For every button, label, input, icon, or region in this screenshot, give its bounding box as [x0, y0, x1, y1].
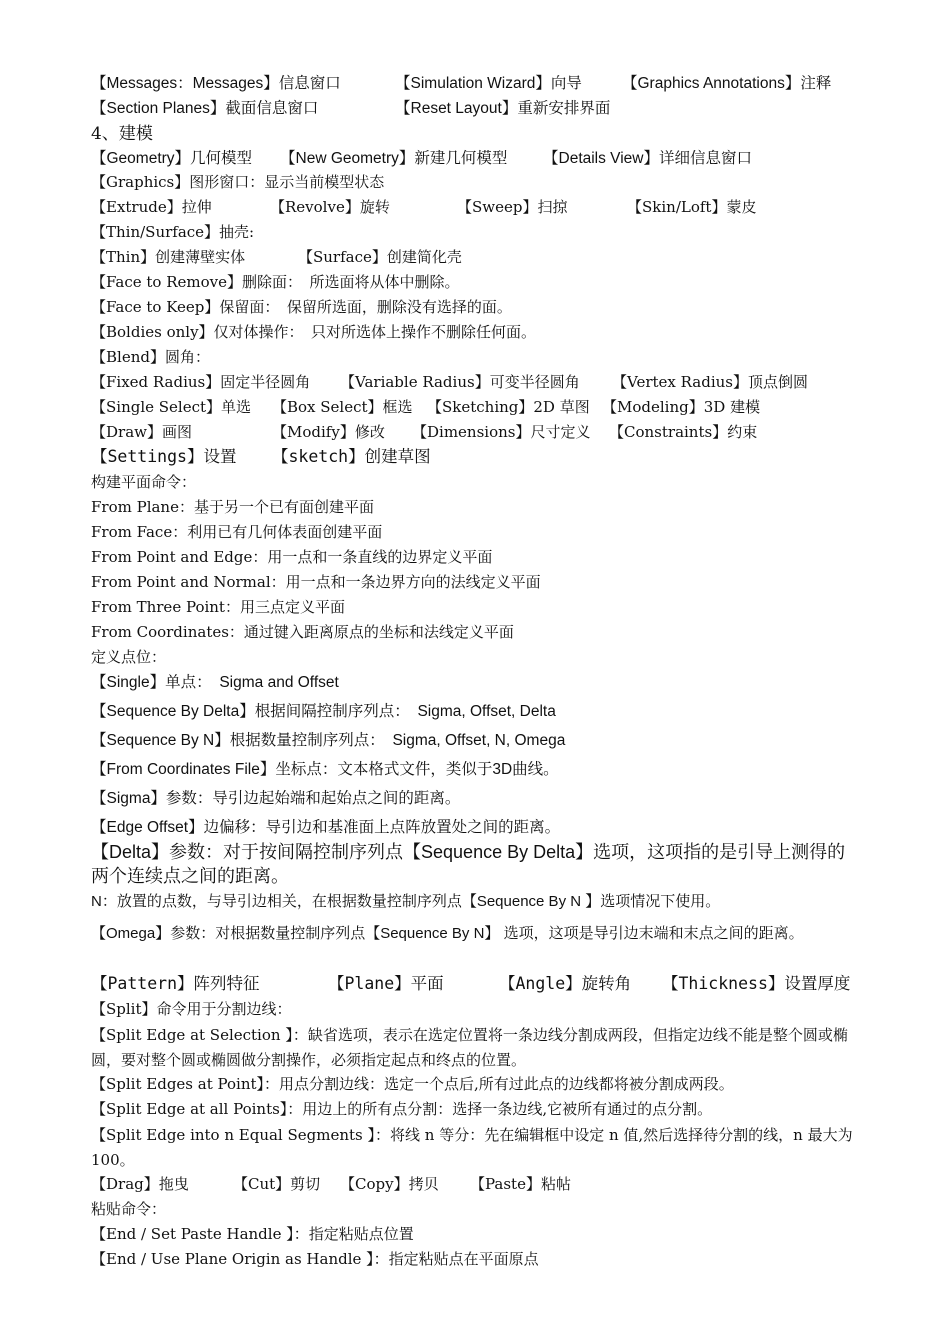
doc-text-line: 【Thickness】设置厚度: [662, 974, 851, 993]
doc-text-line: 【Split Edges at Point】：用点分割边线：选定一个点后,所有过此点的边线都将被分割成两段。: [91, 1075, 734, 1093]
omega-parameter-paragraph: 【Omega】参数：对根据数量控制序列点【Sequence By N】 选项，这项是导引边末端和末点之间的距离。: [91, 925, 804, 942]
doc-text-line: 【Paste】粘帖: [470, 1175, 571, 1193]
split-equal-segments-paragraph: 【Split Edge into n Equal Segments 】：将线 n 等分：先在编辑框中设定 n 值,然后选择待分割的线，n 最大为 100。: [91, 1126, 853, 1169]
doc-text-line: 【Single】单点： Sigma and Offset: [91, 674, 339, 691]
doc-text-line: 【Dimensions】尺寸定义: [412, 423, 591, 441]
doc-text-line: 【Details View】详细信息窗口: [543, 150, 753, 167]
doc-text-line: 【Box Select】框选: [272, 398, 413, 416]
doc-text-line: 【Face to Keep】保留面： 保留所选面，删除没有选择的面。: [91, 298, 512, 316]
doc-text-line: 【New Geometry】新建几何模型: [280, 150, 508, 167]
doc-text-line: 【Angle】旋转角: [499, 974, 632, 993]
doc-text-line: 【Split Edge at all Points】：用边上的所有点分割：选择一条边线,它被所有通过的点分割。: [91, 1100, 713, 1118]
doc-text-line: 【End / Use Plane Origin as Handle 】：指定粘贴点在平面原点: [91, 1250, 539, 1268]
doc-text-line: 【Geometry】几何模型: [91, 150, 253, 167]
doc-text-line: 【Sweep】扫掠: [457, 198, 568, 216]
doc-text-line: 【Sequence By N】根据数量控制序列点： Sigma, Offset, N, Omega: [91, 732, 566, 749]
doc-text-line: 4、建模: [91, 124, 153, 144]
doc-text-line: 【Edge Offset】边偏移：导引边和基准面上点阵放置处之间的距离。: [91, 819, 561, 836]
doc-text-line: 【Thin/Surface】抽壳:: [91, 223, 255, 241]
doc-text-line: From Face：利用已有几何体表面创建平面: [91, 523, 383, 541]
doc-text-line: 【Boldies only】仅对体操作： 只对所选体上操作不删除任何面。: [91, 323, 537, 341]
doc-text-line: 【Graphics】图形窗口：显示当前模型状态: [91, 173, 385, 191]
n-parameter-paragraph: N：放置的点数，与导引边相关，在根据数量控制序列点【Sequence By N 】选项情况下使用。: [91, 893, 721, 910]
doc-text-line: 【From Coordinates File】坐标点：文本格式文件，类似于3D曲线。: [91, 761, 559, 778]
doc-text-line: From Plane：基于另一个已有面创建平面: [91, 498, 374, 516]
doc-text-line: 【Skin/Loft】蒙皮: [627, 198, 757, 216]
doc-text-line: 【Messages：Messages】信息窗口: [91, 75, 341, 92]
doc-text-line: From Three Point：用三点定义平面: [91, 598, 345, 616]
doc-text-line: 【Split】命令用于分割边线：: [91, 1000, 292, 1018]
doc-text-line: 【Graphics Annotations】注释: [622, 75, 832, 92]
doc-text-line: 【Reset Layout】重新安排界面: [395, 100, 611, 117]
doc-text-line: 【Variable Radius】可变半径圆角: [340, 373, 580, 391]
doc-text-line: 【Draw】画图: [91, 423, 192, 441]
doc-text-line: 【Sketching】2D 草图: [427, 398, 590, 416]
doc-text-line: 【Single Select】单选: [91, 398, 252, 416]
doc-text-line: 【Section Planes】截面信息窗口: [91, 100, 319, 117]
doc-text-line: From Coordinates：通过键入距离原点的坐标和法线定义平面: [91, 623, 514, 641]
doc-text-line: 【Extrude】拉伸: [91, 198, 212, 216]
doc-text-line: 【Cut】剪切: [233, 1175, 321, 1193]
doc-text-line: 【Modify】修改: [272, 423, 385, 441]
doc-text-line: 构建平面命令：: [91, 473, 197, 491]
delta-parameter-paragraph: 【Delta】参数：对于按间隔控制序列点【Sequence By Delta】选项，这项指的是引导上测得的两个连续点之间的距离。: [91, 842, 846, 886]
doc-text-line: 【Plane】平面: [328, 974, 444, 993]
doc-text-line: From Point and Normal：用一点和一条边界方向的法线定义平面: [91, 573, 541, 591]
split-edge-at-selection-paragraph: 【Split Edge at Selection 】：缺省选项，表示在选定位置将一条边线分割成两段，但指定边线不能是整个圆或椭圆，要对整个圆或椭圆做分割操作，必须指定起点和终点的位置。: [91, 1026, 848, 1069]
doc-text-line: 【Copy】拷贝: [340, 1175, 439, 1193]
doc-text-line: 【Fixed Radius】固定半径圆角: [91, 373, 311, 391]
doc-text-line: 【Pattern】阵列特征: [91, 974, 260, 993]
doc-text-line: 定义点位：: [91, 648, 167, 666]
doc-text-line: 【Settings】设置: [91, 447, 237, 466]
doc-text-line: From Point and Edge：用一点和一条直线的边界定义平面: [91, 548, 493, 566]
doc-text-line: 【Sequence By Delta】根据间隔控制序列点： Sigma, Offset, Delta: [91, 703, 556, 720]
doc-text-line: 【Face to Remove】删除面： 所选面将从体中删除。: [91, 273, 460, 291]
doc-text-line: 【Sigma】参数：导引边起始端和起始点之间的距离。: [91, 790, 461, 807]
doc-text-line: 【Drag】拖曳: [91, 1175, 189, 1193]
doc-text-line: 【Modeling】3D 建模: [602, 398, 761, 416]
doc-text-line: 【Blend】圆角：: [91, 348, 210, 366]
doc-text-line: 【Constraints】约束: [609, 423, 758, 441]
doc-text-line: 【Simulation Wizard】向导: [395, 75, 582, 92]
doc-text-line: 【sketch】创建草图: [272, 447, 431, 466]
doc-text-line: 粘贴命令：: [91, 1200, 167, 1218]
doc-text-line: 【Thin】创建薄壁实体: [91, 248, 246, 266]
doc-text-line: 【Surface】创建简化壳: [298, 248, 462, 266]
doc-text-line: 【End / Set Paste Handle 】：指定粘贴点位置: [91, 1225, 414, 1243]
doc-text-line: 【Vertex Radius】顶点倒圆: [612, 373, 808, 391]
doc-text-line: 【Revolve】旋转: [270, 198, 390, 216]
